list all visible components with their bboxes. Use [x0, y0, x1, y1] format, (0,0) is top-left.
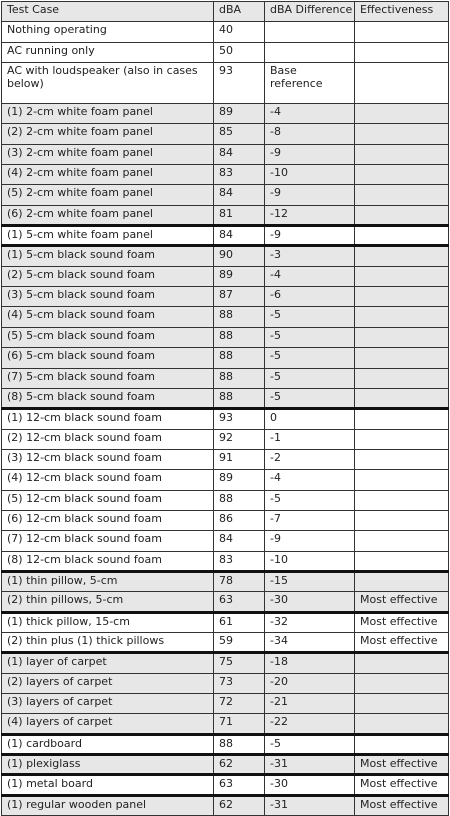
dba-difference-cell: -5	[265, 734, 355, 754]
dba-difference-cell: -7	[265, 510, 355, 530]
dba-cell: 93	[214, 409, 265, 429]
effectiveness-cell	[355, 124, 449, 144]
test-case-cell: (1) cardboard	[2, 734, 214, 754]
table-row	[2, 205, 449, 225]
test-case-cell: (5) 5-cm black sound foam	[2, 327, 214, 347]
test-case-cell: (6) 2-cm white foam panel	[2, 205, 214, 225]
table-row	[2, 551, 449, 571]
dba-difference-cell: -5	[265, 348, 355, 368]
test-case-cell: (1) 5-cm white foam panel	[2, 226, 214, 246]
test-case-cell: (1) thin pillow, 5-cm	[2, 571, 214, 591]
dba-cell: 61	[214, 612, 265, 632]
test-case-cell: (1) 2-cm white foam panel	[2, 104, 214, 124]
test-case-cell: (2) thin pillows, 5-cm	[2, 592, 214, 612]
dba-cell: 83	[214, 551, 265, 571]
dba-difference-cell: -34	[265, 632, 355, 652]
table-row	[2, 510, 449, 530]
table-row	[2, 165, 449, 185]
test-case-cell: (1) layer of carpet	[2, 653, 214, 673]
table-row	[2, 612, 449, 632]
dba-difference-cell	[265, 42, 355, 62]
dba-difference-cell: -5	[265, 327, 355, 347]
dba-cell: 71	[214, 714, 265, 734]
table-row	[2, 470, 449, 490]
table-row	[2, 104, 449, 124]
effectiveness-cell	[355, 287, 449, 307]
effectiveness-cell	[355, 510, 449, 530]
table-row	[2, 429, 449, 449]
dba-cell: 84	[214, 226, 265, 246]
table-row	[2, 327, 449, 347]
table-row	[2, 185, 449, 205]
header-effectiveness: Effectiveness	[355, 2, 449, 22]
dba-cell: 89	[214, 266, 265, 286]
dba-difference-cell: -6	[265, 287, 355, 307]
effectiveness-cell	[355, 22, 449, 42]
dba-cell: 88	[214, 490, 265, 510]
dba-difference-cell: -18	[265, 653, 355, 673]
dba-difference-cell: -8	[265, 124, 355, 144]
test-case-cell: (4) 5-cm black sound foam	[2, 307, 214, 327]
dba-difference-cell: -4	[265, 104, 355, 124]
effectiveness-cell	[355, 388, 449, 408]
dba-cell: 63	[214, 592, 265, 612]
dba-difference-cell: -9	[265, 226, 355, 246]
dba-cell: 88	[214, 368, 265, 388]
dba-cell: 92	[214, 429, 265, 449]
table-row	[2, 755, 449, 775]
dba-cell: 73	[214, 673, 265, 693]
table-row	[2, 632, 449, 652]
table-row	[2, 226, 449, 246]
effectiveness-cell	[355, 205, 449, 225]
effectiveness-cell	[355, 348, 449, 368]
test-case-cell: (3) 12-cm black sound foam	[2, 449, 214, 469]
dba-cell: 40	[214, 22, 265, 42]
dba-cell: 81	[214, 205, 265, 225]
dba-cell: 85	[214, 124, 265, 144]
effectiveness-cell	[355, 673, 449, 693]
effectiveness-cell	[355, 694, 449, 714]
results-table-container	[1, 1, 449, 816]
table-row	[2, 287, 449, 307]
test-case-cell: (2) thin plus (1) thick pillows	[2, 632, 214, 652]
dba-difference-cell: -5	[265, 388, 355, 408]
table-row	[2, 490, 449, 510]
effectiveness-cell: Most effective	[355, 612, 449, 632]
test-case-cell: (1) metal board	[2, 775, 214, 795]
table-row	[2, 531, 449, 551]
dba-cell: 87	[214, 287, 265, 307]
dba-difference-cell: Base reference	[265, 63, 355, 104]
sound-test-table	[1, 1, 449, 816]
effectiveness-cell: Most effective	[355, 632, 449, 652]
test-case-cell: (7) 5-cm black sound foam	[2, 368, 214, 388]
effectiveness-cell	[355, 734, 449, 754]
effectiveness-cell	[355, 490, 449, 510]
test-case-cell: AC running only	[2, 42, 214, 62]
dba-cell: 88	[214, 388, 265, 408]
dba-difference-cell: -9	[265, 144, 355, 164]
dba-difference-cell: -12	[265, 205, 355, 225]
test-case-cell: (4) 12-cm black sound foam	[2, 470, 214, 490]
table-row	[2, 144, 449, 164]
test-case-cell: (7) 12-cm black sound foam	[2, 531, 214, 551]
dba-cell: 84	[214, 185, 265, 205]
table-row	[2, 775, 449, 795]
header-dba-difference: dBA Difference	[265, 2, 355, 22]
test-case-cell: AC with loudspeaker (also in cases below)	[2, 63, 214, 104]
dba-cell: 89	[214, 470, 265, 490]
effectiveness-cell	[355, 429, 449, 449]
dba-difference-cell: -10	[265, 551, 355, 571]
dba-difference-cell: -5	[265, 368, 355, 388]
dba-cell: 89	[214, 104, 265, 124]
test-case-cell: (4) 2-cm white foam panel	[2, 165, 214, 185]
table-row	[2, 368, 449, 388]
table-row	[2, 795, 449, 815]
table-row	[2, 409, 449, 429]
effectiveness-cell	[355, 571, 449, 591]
dba-difference-cell: -1	[265, 429, 355, 449]
effectiveness-cell: Most effective	[355, 755, 449, 775]
table-row	[2, 653, 449, 673]
dba-cell: 84	[214, 144, 265, 164]
dba-difference-cell: -9	[265, 185, 355, 205]
test-case-cell: (3) 5-cm black sound foam	[2, 287, 214, 307]
dba-cell: 83	[214, 165, 265, 185]
table-row	[2, 694, 449, 714]
table-row	[2, 734, 449, 754]
dba-difference-cell: -32	[265, 612, 355, 632]
effectiveness-cell: Most effective	[355, 775, 449, 795]
dba-difference-cell: -31	[265, 755, 355, 775]
effectiveness-cell	[355, 63, 449, 104]
test-case-cell: (2) 12-cm black sound foam	[2, 429, 214, 449]
test-case-cell: (2) layers of carpet	[2, 673, 214, 693]
effectiveness-cell: Most effective	[355, 592, 449, 612]
table-row	[2, 246, 449, 266]
test-case-cell: (6) 5-cm black sound foam	[2, 348, 214, 368]
effectiveness-cell	[355, 42, 449, 62]
effectiveness-cell	[355, 226, 449, 246]
dba-cell: 78	[214, 571, 265, 591]
dba-cell: 62	[214, 795, 265, 815]
dba-difference-cell: -5	[265, 490, 355, 510]
table-row	[2, 124, 449, 144]
table-row	[2, 673, 449, 693]
effectiveness-cell	[355, 266, 449, 286]
table-row	[2, 42, 449, 62]
effectiveness-cell: Most effective	[355, 795, 449, 815]
effectiveness-cell	[355, 449, 449, 469]
dba-cell: 91	[214, 449, 265, 469]
effectiveness-cell	[355, 368, 449, 388]
dba-difference-cell: -15	[265, 571, 355, 591]
dba-cell: 84	[214, 531, 265, 551]
dba-difference-cell: -21	[265, 694, 355, 714]
dba-cell: 63	[214, 775, 265, 795]
effectiveness-cell	[355, 653, 449, 673]
test-case-cell: (1) plexiglass	[2, 755, 214, 775]
dba-difference-cell: 0	[265, 409, 355, 429]
dba-cell: 88	[214, 327, 265, 347]
dba-cell: 90	[214, 246, 265, 266]
effectiveness-cell	[355, 409, 449, 429]
effectiveness-cell	[355, 144, 449, 164]
test-case-cell: Nothing operating	[2, 22, 214, 42]
table-row	[2, 714, 449, 734]
table-row	[2, 348, 449, 368]
dba-cell: 88	[214, 734, 265, 754]
test-case-cell: (5) 12-cm black sound foam	[2, 490, 214, 510]
test-case-cell: (8) 12-cm black sound foam	[2, 551, 214, 571]
dba-difference-cell: -4	[265, 470, 355, 490]
test-case-cell: (5) 2-cm white foam panel	[2, 185, 214, 205]
test-case-cell: (1) thick pillow, 15-cm	[2, 612, 214, 632]
dba-cell: 50	[214, 42, 265, 62]
effectiveness-cell	[355, 531, 449, 551]
dba-cell: 72	[214, 694, 265, 714]
dba-difference-cell: -3	[265, 246, 355, 266]
dba-difference-cell: -22	[265, 714, 355, 734]
dba-cell: 86	[214, 510, 265, 530]
dba-cell: 59	[214, 632, 265, 652]
dba-cell: 75	[214, 653, 265, 673]
dba-difference-cell	[265, 22, 355, 42]
dba-cell: 88	[214, 348, 265, 368]
effectiveness-cell	[355, 470, 449, 490]
dba-cell: 93	[214, 63, 265, 104]
effectiveness-cell	[355, 551, 449, 571]
dba-difference-cell: -5	[265, 307, 355, 327]
header-test-case: Test Case	[2, 2, 214, 22]
test-case-cell: (1) 12-cm black sound foam	[2, 409, 214, 429]
dba-difference-cell: -30	[265, 592, 355, 612]
test-case-cell: (6) 12-cm black sound foam	[2, 510, 214, 530]
table-row	[2, 307, 449, 327]
effectiveness-cell	[355, 307, 449, 327]
test-case-cell: (2) 2-cm white foam panel	[2, 124, 214, 144]
dba-difference-cell: -4	[265, 266, 355, 286]
table-row	[2, 571, 449, 591]
dba-difference-cell: -30	[265, 775, 355, 795]
effectiveness-cell	[355, 246, 449, 266]
table-row	[2, 63, 449, 104]
test-case-cell: (8) 5-cm black sound foam	[2, 388, 214, 408]
effectiveness-cell	[355, 714, 449, 734]
header-dba: dBA	[214, 2, 265, 22]
table-header	[2, 2, 449, 22]
table-row	[2, 592, 449, 612]
test-case-cell: (1) regular wooden panel	[2, 795, 214, 815]
effectiveness-cell	[355, 165, 449, 185]
test-case-cell: (3) 2-cm white foam panel	[2, 144, 214, 164]
test-case-cell: (3) layers of carpet	[2, 694, 214, 714]
table-row	[2, 266, 449, 286]
effectiveness-cell	[355, 104, 449, 124]
dba-difference-cell: -31	[265, 795, 355, 815]
dba-cell: 62	[214, 755, 265, 775]
dba-cell: 88	[214, 307, 265, 327]
test-case-cell: (4) layers of carpet	[2, 714, 214, 734]
dba-difference-cell: -9	[265, 531, 355, 551]
table-row	[2, 388, 449, 408]
dba-difference-cell: -10	[265, 165, 355, 185]
dba-difference-cell: -20	[265, 673, 355, 693]
effectiveness-cell	[355, 327, 449, 347]
test-case-cell: (2) 5-cm black sound foam	[2, 266, 214, 286]
effectiveness-cell	[355, 185, 449, 205]
table-row	[2, 449, 449, 469]
table-row	[2, 22, 449, 42]
table-body	[2, 22, 449, 816]
test-case-cell: (1) 5-cm black sound foam	[2, 246, 214, 266]
dba-difference-cell: -2	[265, 449, 355, 469]
